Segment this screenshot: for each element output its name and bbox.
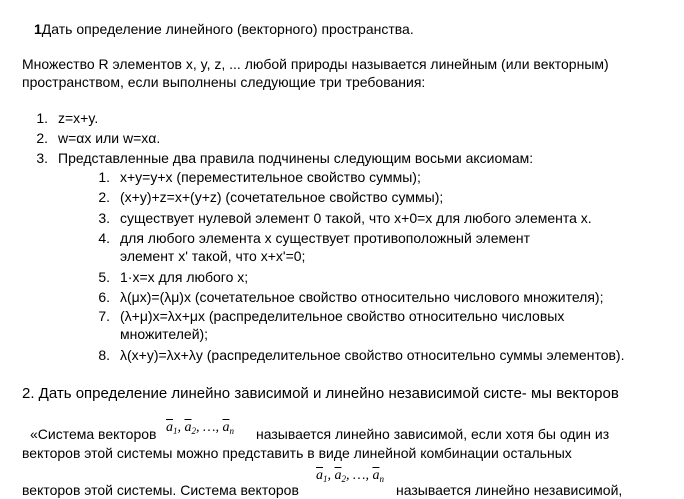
requirement-2-text: w=αx или w=xα.	[58, 130, 161, 146]
axiom-3-number: 3.	[98, 210, 110, 226]
intro-line-1: Множество R элементов x, y, z, ... любой природы называется линейным (или векторным)	[22, 56, 609, 72]
requirement-1-number: 1.	[36, 110, 48, 126]
definition-line-1-end: называется линейно зависимой, если хотя бы один из	[256, 426, 610, 442]
axiom-4-number: 4.	[98, 230, 110, 246]
axiom-4-text-line-2: элемент x' такой, что x+x'=0;	[120, 248, 306, 264]
axiom-5-number: 5.	[98, 269, 110, 285]
section-1-title-text: Дать определение линейного (векторного) пространства.	[41, 21, 414, 37]
axiom-6-text: λ(μx)=(λμ)x (сочетательное свойство относительно числового множителя);	[120, 289, 604, 305]
axiom-2-text: (x+y)+z=x+(y+z) (сочетательное свойство суммы);	[120, 189, 444, 205]
axiom-8-text: λ(x+y)=λx+λy (распределительное свойство относительно суммы элементов).	[120, 347, 625, 363]
definition-line-3-end: называется линейно независимой,	[396, 482, 623, 498]
definition-line-3-start: векторов этой системы. Система векторов	[22, 482, 299, 498]
requirement-3-text: Представленные два правила подчинены следующим восьми аксиомам:	[58, 150, 534, 166]
intro-line-2: пространством, если выполнены следующие три требования:	[22, 74, 426, 90]
axiom-4-text-line-1: для любого элемента x существует противоположный элемент	[120, 230, 531, 246]
axiom-8-number: 8.	[98, 347, 110, 363]
axiom-5-text: 1·x=x для любого x;	[120, 269, 249, 285]
requirement-2-number: 2.	[36, 130, 48, 146]
section-1-number: 1	[34, 21, 42, 37]
axiom-6-number: 6.	[98, 289, 110, 305]
axiom-2-number: 2.	[98, 189, 110, 205]
vector-system-formula-1: $\overline{a}_1$, $\overline{a}_2$, …, $\overline{a}_n$	[166, 420, 234, 436]
axiom-7-text-line-2: множителей);	[120, 326, 209, 342]
section-2-heading: 2. Дать определение линейно зависимой и линейно независимой систе- мы векторов	[22, 385, 619, 402]
axiom-1-text: x+y=y+x (переместительное свойство суммы);	[120, 169, 421, 185]
requirement-1-text: z=x+y.	[58, 110, 99, 126]
section-1-title	[34, 20, 414, 38]
axiom-7-text-line-1: (λ+μ)x=λx+μx (распределительное свойство относительно числовых	[120, 308, 565, 324]
definition-line-1-start: «Система векторов	[30, 426, 157, 442]
requirement-3-number: 3.	[36, 150, 48, 166]
definition-line-2: векторов этой системы можно представить в виде линейной комбинации остальных	[22, 445, 572, 461]
axiom-3-text: существует нулевой элемент 0 такой, что x+0=x для любого элемента x.	[120, 210, 592, 226]
axiom-7-number: 7.	[98, 308, 110, 324]
vector-system-formula-2: $\overline{a}_1$, $\overline{a}_2$, …, $\overline{a}_n$	[316, 468, 384, 484]
axiom-1-number: 1.	[98, 169, 110, 185]
